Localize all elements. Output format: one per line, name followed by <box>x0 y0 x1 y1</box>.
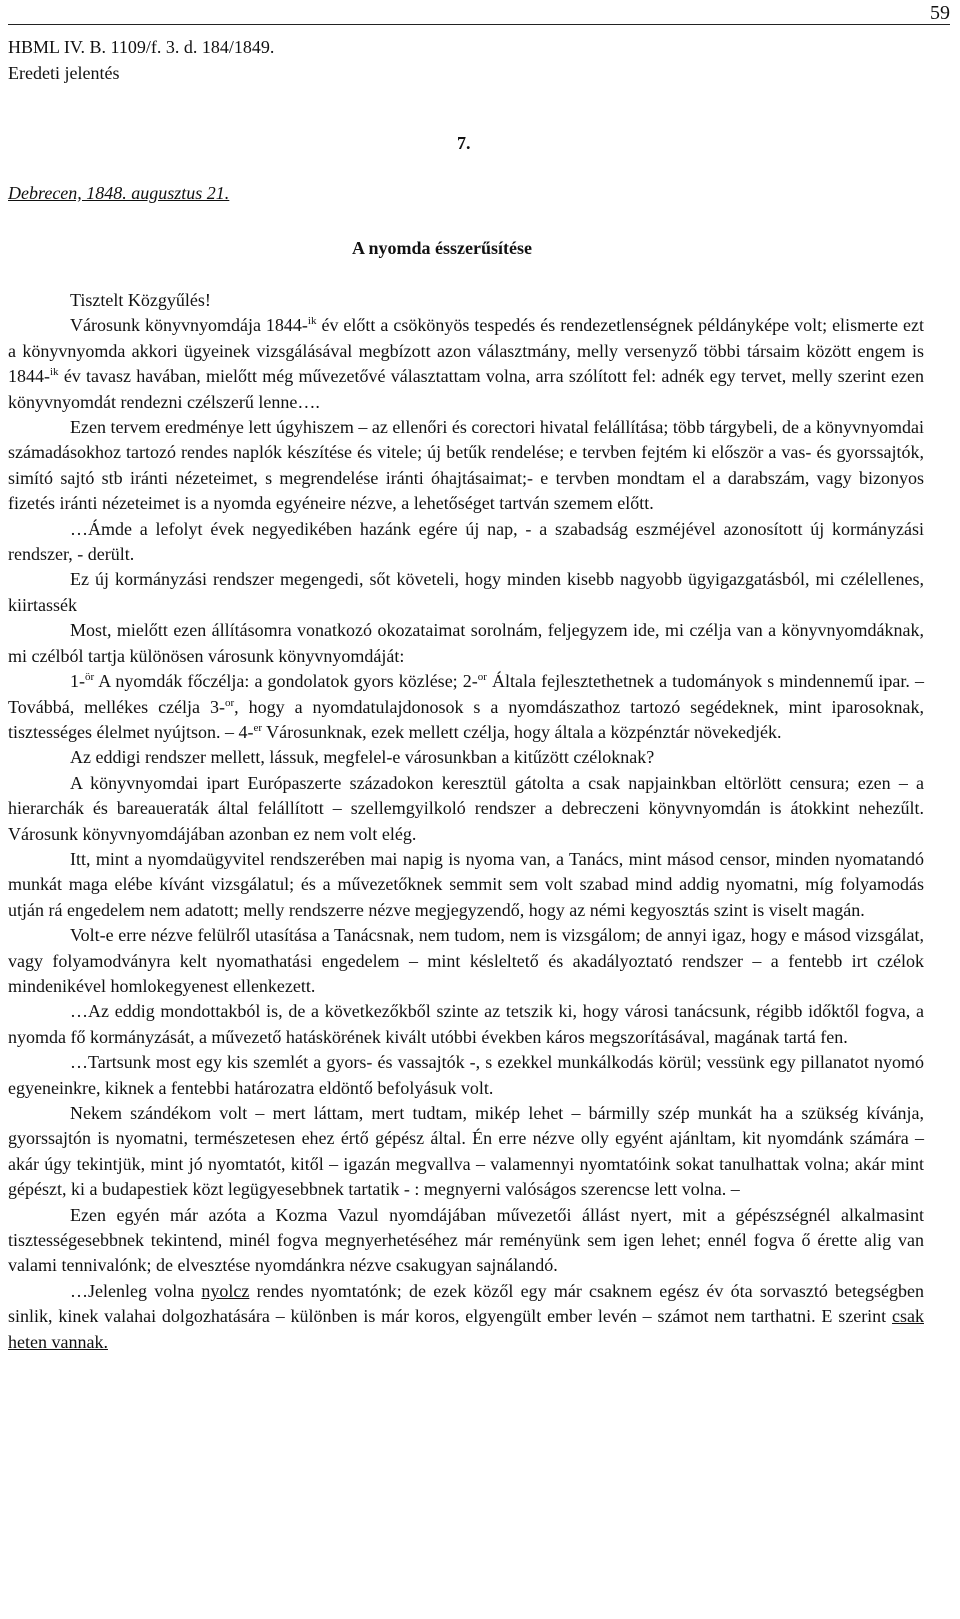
paragraph-8: A könyvnyomdai ipart Európaszerte századokon keresztül gátolta a csak napjainkban eltörlött censura; ezen – a hierarchák és bareauerаták által felállított – szellemgyilkoló rendszer a debreczeni könyvnyomdán is átokkint nehezűlt. Városunk könyvnyomdájában azonban ez nem volt elég. <box>8 772 924 844</box>
paragraph-2: Ezen tervem eredménye lett úgyhiszem – az ellenőri és corectori hivatal felállítása; több tárgybeli, de a könyvnyomdai számadásokhoz tartozó rendes naplók készítése és vitele; új betűk rendelése; e tervben fejtém ki először a vas- és gyorssajtók, simító sajtó stb iránti nézeteimet, s megrendelése iránti óhajtásaimat;- e tervben mondtam el a darabszám, vagy bizonyos fizetés iránti nézeteimet is a nyomda egyéneire nézve, a lehetőséget tartván szemem előtt. <box>8 417 924 514</box>
document-body <box>8 288 924 1355</box>
archive-reference: HBML IV. B. 1109/f. 3. d. 184/1849. <box>8 37 275 57</box>
paragraph-10: Volt-e erre nézve felülről utasítása a Tanácsnak, nem tudom, nem is vizsgálom; de annyi igaz, hogy e másod vizsgálat, vagy folyamodványra kelt nyomathatási engedelem – mint késleltető és akadályoztató rendszer – a fentebb irt czélok mindenikével homlokegyenest ellenkezett. <box>8 925 924 996</box>
paragraph-15: …Jelenleg volna nyolcz rendes nyomtatónk; de ezek közől egy már csaknem egész év óta sorvasztó betegségben sinlik, kinek valahai dolgozhatására – különben is már koros, elgyengült ember levén – számot nem tarthatni. E szerint csak heten vannak. <box>8 1280 924 1352</box>
paragraph-4: Ez új kormányzási rendszer megengedi, sőt követeli, hogy minden kisebb nagyobb ügyigazgatásból, mi czélellenes, kiirtassék <box>8 569 924 615</box>
paragraph-14: Ezen egyén már azóta a Kozma Vazul nyomdájában művezetői állást nyert, mit a gépészségnél alkalmasint tisztességesebbnek tekintend, minél fogva megnyerhetéséhez már reményünk sem igen lehet; ennél fogva ő érette alig van valami tennivalónk; de elvesztése nyomdánkra nézve csakugyan sajnálandó. <box>8 1204 924 1276</box>
underlined-conclusion: csak heten vannak. <box>8 1306 924 1352</box>
salutation: Tisztelt Közgyűlés! <box>70 290 211 310</box>
header-rule <box>8 24 950 25</box>
paragraph-12: …Tartsunk most egy kis szemlét a gyors- és vassajtók -, s ezekkel munkálkodás körül; vessünk egy pillanatot nyomó egyeneinkre, kiknek a fentebbi határozatra eldöntő befolyásuk volt. <box>8 1052 924 1098</box>
paragraph-9: Itt, mint a nyomdaügyvitel rendszerében mai napig is nyoma van, a Tanács, mint másod censor, minden nyomatandó munkát maga elébe kívánt vizsgálatul; és a művezetőknek semmit sem volt szabad mind addig nyomatni, míg folyamodás utján rá engedelem nem adatott; melly rendszerre nézve megjegyzendő, hogy az némi kegyosztás szint is viselt magán. <box>8 848 924 920</box>
paragraph-11: …Az eddig mondottakból is, de a következőkből szinte az tetszik ki, hogy városi tanácsunk, régibb időktől fogva, a nyomda fő kormányzását, a művezető hatáskörének kivált utóbbi években káros megszorításával, magának tartá fen. <box>8 1001 924 1047</box>
document-number: 7. <box>457 133 471 153</box>
paragraph-5: Most, mielőtt ezen állításomra vonatkozó okozataimat sorolnám, feljegyzem ide, mi czélja van a könyvnyomdáknak, mi czélból tartja különösen városunk könyvnyomdáját: <box>8 620 924 666</box>
document-title: A nyomda ésszerűsítése <box>352 238 532 258</box>
paragraph-6: 1-$^{ör}$ A nyomdák főczélja: a gondolatok gyors közlése; 2-$^{or}$ Általa fejlesztethetnek a tudományok s mindennemű ipar. – Továbbá, mellékes czélja 3-$^{or}$, hogy a nyomdatulajdonosok s a nyomdászathoz tartozó segédeknek, mint iparosoknak, tisztességes élelmet nyújtson. – 4-$^{er}$ Városunknak, ezek mellett czélja, hogy általa a közpénztár növekedjék. <box>8 671 924 742</box>
place-date: Debrecen, 1848. augusztus 21. <box>8 183 230 203</box>
archive-header <box>8 34 274 86</box>
paragraph-3: …Ámde a lefolyt évek negyedikében hazánk egére új nap, - a szabadság eszméjével azonosított új kormányzási rendszer, - derült. <box>8 518 924 565</box>
underlined-number: nyolcz <box>201 1280 250 1301</box>
document-type: Eredeti jelentés <box>8 63 120 83</box>
page-number: 59 <box>930 2 950 24</box>
paragraph-7: Az eddigi rendszer mellett, lássuk, megfelel-e városunkban a kitűzött czéloknak? <box>70 747 655 768</box>
paragraph-13: Nekem szándékom volt – mert láttam, mert tudtam, mikép lehet – bármilly szép munkát ha a szükség kívánja, gyorssajtón is nyomatni, természetesen ehez értő gépész által. Én erre nézve olly egyént ajánltam, kit nyomdánk számára – akár úgy tekintjük, mint jó nyomtatót, kitől – igazán megvallva – valamennyi nyomtatóink sokat tanulhattak volna; akár mint gépészt, ki a budapestiek közt legügyesebbnek tartatik - : megnyerni valóságos szerencse lett volna. – <box>8 1103 924 1200</box>
paragraph-1: Városunk könyvnyomdája 1844-$^{ik}$ év előtt a csökönyös tespedés és rendezetlenségnek példányképe volt; elismerte ezt a könyvnyomda akkori ügyeinek vizsgálásával megbízott azon választmány, melly versenyző többi társaim között engem is 1844-$^{ik}$ év tavasz havában, mielőtt még művezetővé választattam volna, arra szólított fel: adnék egy tervet, melly szerint ezen könyvnyomdát rendezni czélszerű lenne…. <box>8 315 924 412</box>
